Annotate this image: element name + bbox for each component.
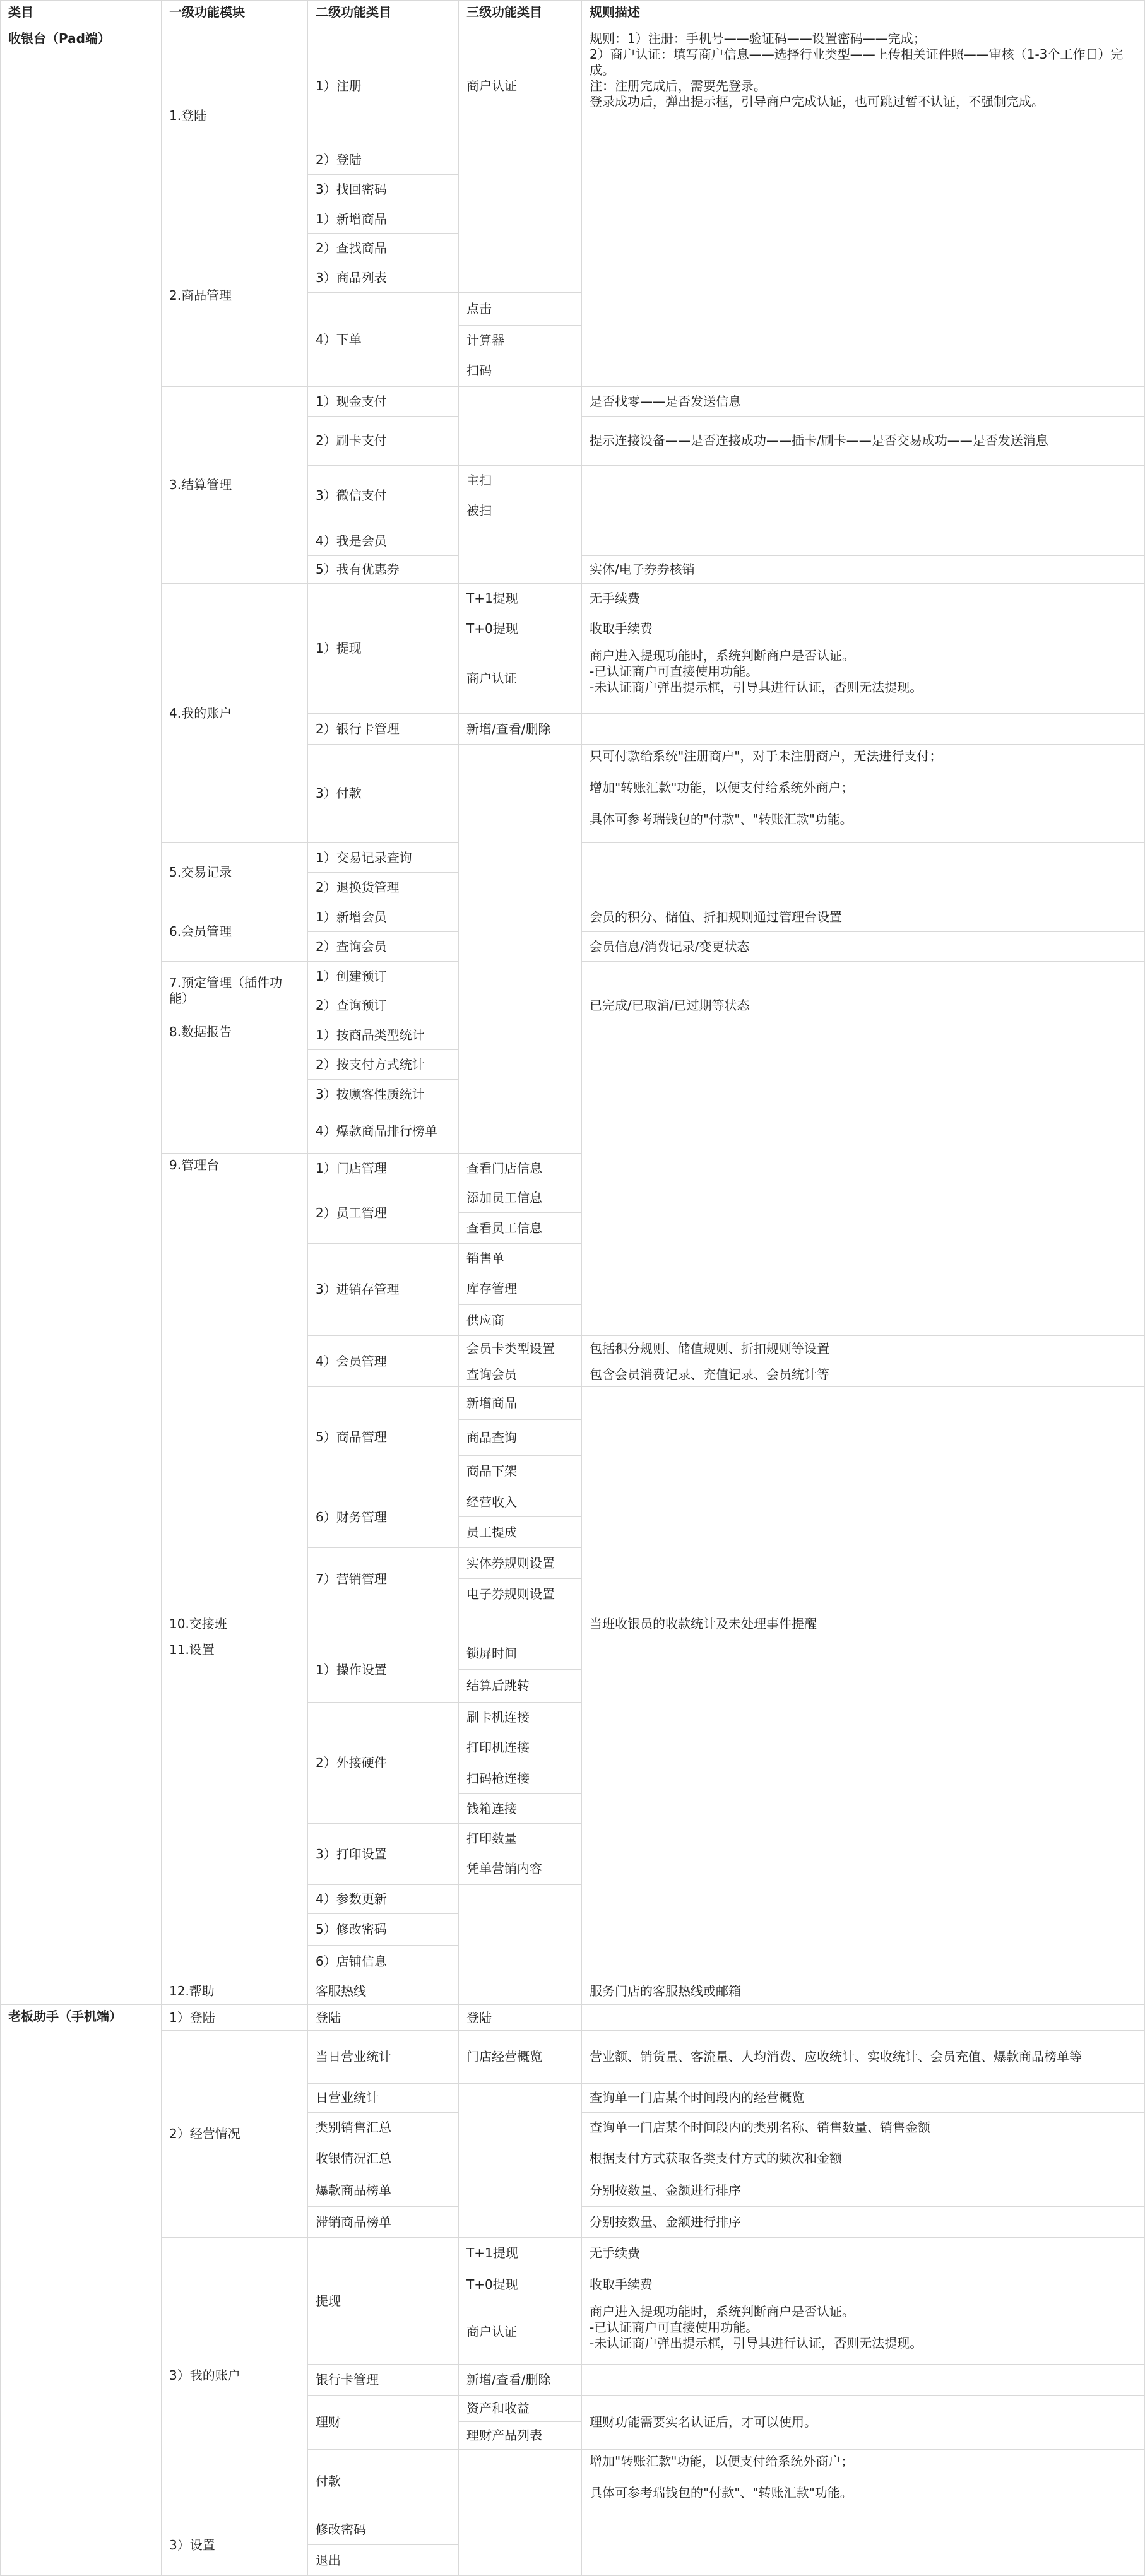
l3-t0-withdraw-2: T+0提现 [458,2269,581,2300]
sub-place-order: 4）下单 [307,292,458,386]
boss-sub-change-password: 修改密码 [307,2514,458,2544]
rule-t0: 收取手续费 [581,613,1145,644]
rule-category: 查询单一门店某个时间段内的类别名称、销售数量、销售金额 [581,2112,1145,2142]
l3-empty-a [458,145,581,292]
rule-empty-b [581,465,1145,555]
l3-empty-g [458,2083,581,2237]
header-level2: 二级功能类目 [307,0,458,27]
sub-print-settings: 3）打印设置 [307,1823,458,1884]
l3-coupon-e: 电子券规则设置 [458,1578,581,1610]
l3-new-goods: 新增商品 [458,1386,581,1419]
rule-card: 提示连接设备——是否连接成功——插卡/刷卡——是否交易成功——是否发送消息 [581,416,1145,465]
l3-merchant-auth: 商户认证 [458,27,581,145]
sub-find-goods: 2）查找商品 [307,233,458,263]
l3-card-type: 会员卡类型设置 [458,1335,581,1362]
rule-booking: 已完成/已取消/已过期等状态 [581,991,1145,1020]
l3-empty-b [458,386,581,465]
sub-coupon: 5）我有优惠券 [307,555,458,583]
boss-sub-finance: 理财 [307,2395,458,2449]
l3-merchant-auth-2: 商户认证 [458,644,581,713]
sub-register: 1）注册 [307,27,458,145]
sub-inventory-mgmt: 3）进销存管理 [307,1243,458,1335]
boss-sub-bank-card: 银行卡管理 [307,2364,458,2395]
l3-assets: 资产和收益 [458,2395,581,2421]
header-category: 类目 [0,0,161,27]
l3-goods-query: 商品查询 [458,1419,581,1455]
rule-new-member: 会员的积分、储值、折扣规则通过管理台设置 [581,902,1145,931]
module-reports: 8.数据报告 [161,1020,307,1153]
boss-sub-daily-stats: 日营业统计 [307,2083,458,2112]
rule-empty-d [581,842,1145,902]
sub-card-pay: 2）刷卡支付 [307,416,458,465]
boss-sub-category-summary: 类别销售汇总 [307,2112,458,2142]
rule-empty-j [581,2364,1145,2395]
l3-click: 点击 [458,292,581,325]
rule-empty-c [581,713,1145,744]
rule-empty-i [581,2004,1145,2030]
rule-auth: 商户进入提现功能时，系统判断商户是否认证。 -已认证商户可直接使用功能。 -未认证商户弹出提示框，引导其进行认证，否则无法提现。 [581,644,1145,713]
rule-coupon: 实体/电子券券核销 [581,555,1145,583]
rule-t1-2: 无手续费 [581,2237,1145,2269]
l3-pos: 刷卡机连接 [458,1702,581,1732]
sub-hotline: 客服热线 [307,1978,458,2004]
sub-shift-empty [307,1610,458,1638]
sub-query-booking: 2）查询预订 [307,991,458,1020]
l3-lock-time: 锁屏时间 [458,1638,581,1669]
l3-login: 登陆 [458,2004,581,2030]
l3-cashbox: 钱箱连接 [458,1793,581,1823]
boss-module-login: 1）登陆 [161,2004,307,2030]
boss-module-business: 2）经营情况 [161,2030,307,2237]
l3-scan: 扫码 [458,355,581,386]
l3-t1-withdraw-2: T+1提现 [458,2237,581,2269]
sub-marketing-mgmt: 7）营销管理 [307,1547,458,1610]
sub-cash-pay: 1）现金支付 [307,386,458,416]
boss-sub-logout: 退出 [307,2544,458,2576]
l3-empty-h [458,2449,581,2576]
sub-staff-mgmt: 2）员工管理 [307,1183,458,1243]
l3-passive-scan: 被扫 [458,495,581,526]
rule-pay: 只可付款给系统"注册商户"，对于未注册商户，无法进行支付； 增加"转账汇款"功能，以便支付给系统外商户； 具体可参考瑞钱包的"付款"、"转账汇款"功能。 [581,744,1145,842]
l3-stock: 库存管理 [458,1273,581,1304]
module-goods: 2.商品管理 [161,204,307,386]
header-rules: 规则描述 [581,0,1145,27]
sub-withdraw: 1）提现 [307,583,458,713]
l3-bank-actions-2: 新增/查看/删除 [458,2364,581,2395]
sub-create-booking: 1）创建预订 [307,961,458,991]
l3-view-staff: 查看员工信息 [458,1212,581,1243]
sub-transaction-query: 1）交易记录查询 [307,842,458,872]
rule-empty-k [581,2514,1145,2576]
module-transactions: 5.交易记录 [161,842,307,902]
l3-store-info: 查看门店信息 [458,1153,581,1183]
l3-empty-f [458,1884,581,2004]
l3-calculator: 计算器 [458,325,581,355]
rule-cash: 是否找零——是否发送信息 [581,386,1145,416]
rule-empty-g [581,1386,1145,1610]
rule-daily: 查询单一门店某个时间段内的经营概览 [581,2083,1145,2112]
module-login: 1.登陆 [161,27,307,204]
sub-stat-by-payment: 2）按支付方式统计 [307,1049,458,1079]
l3-print-qty: 打印数量 [458,1823,581,1853]
rule-register: 规则：1）注册：手机号——验证码——设置密码——完成； 2）商户认证：填写商户信息——选择行业类型——上传相关证件照——审核（1-3个工作日）完成。 注：注册完成后，需要先登录。 登录成功后，弹出提示框，引导商户完成认证，也可跳过暂不认证，不强制完成。 [581,27,1145,145]
l3-query-member: 查询会员 [458,1362,581,1386]
boss-sub-login: 登陆 [307,2004,458,2030]
boss-sub-today-stats: 当日营业统计 [307,2030,458,2083]
l3-overview: 门店经营概览 [458,2030,581,2083]
rule-pay-2: 增加"转账汇款"功能，以便支付给系统外商户； 具体可参考瑞钱包的"付款"、"转账汇款"功能。 [581,2449,1145,2514]
module-settings: 11.设置 [161,1638,307,1978]
rule-help: 服务门店的客服热线或邮箱 [581,1978,1145,2004]
header-level3: 三级功能类目 [458,0,581,27]
sub-login: 2）登陆 [307,145,458,174]
l3-add-staff: 添加员工信息 [458,1183,581,1212]
l3-goods-off: 商品下架 [458,1455,581,1487]
sub-finance-mgmt: 6）财务管理 [307,1487,458,1547]
module-console: 9.管理台 [161,1153,307,1610]
sub-wechat-pay: 3）微信支付 [307,465,458,526]
sub-goods-mgmt: 5）商品管理 [307,1386,458,1487]
sub-param-update: 4）参数更新 [307,1884,458,1913]
l3-t1-withdraw: T+1提现 [458,583,581,613]
boss-sub-hot-ranking: 爆款商品榜单 [307,2175,458,2206]
rule-overview: 营业额、销货量、客流量、人均消费、应收统计、实收统计、会员充值、爆款商品榜单等 [581,2030,1145,2083]
header-level1: 一级功能模块 [161,0,307,27]
sub-bank-card: 2）银行卡管理 [307,713,458,744]
sub-stat-by-type: 1）按商品类型统计 [307,1020,458,1049]
l3-empty-d [458,744,581,1153]
module-account: 4.我的账户 [161,583,307,842]
sub-payment: 3）付款 [307,744,458,842]
sub-hardware: 2）外接硬件 [307,1702,458,1823]
rule-finance: 理财功能需要实名认证后，才可以使用。 [581,2395,1145,2449]
rule-empty-h [581,1638,1145,1978]
sub-change-password: 5）修改密码 [307,1913,458,1945]
l3-coupon-real: 实体券规则设置 [458,1547,581,1578]
rule-cashier: 根据支付方式获取各类支付方式的频次和金额 [581,2142,1145,2175]
module-booking: 7.预定管理（插件功能） [161,961,307,1020]
l3-bank-actions: 新增/查看/删除 [458,713,581,744]
rule-empty-e [581,961,1145,991]
sub-stat-by-customer: 3）按顾客性质统计 [307,1079,458,1109]
rule-card-type: 包括积分规则、储值规则、折扣规则等设置 [581,1335,1145,1362]
sub-query-member: 2）查询会员 [307,931,458,961]
rule-shift: 当班收银员的收款统计及未处理事件提醒 [581,1610,1145,1638]
sub-store-info: 6）店铺信息 [307,1945,458,1978]
l3-supplier: 供应商 [458,1304,581,1335]
l3-merchant-auth-3: 商户认证 [458,2300,581,2364]
rule-t1: 无手续费 [581,583,1145,613]
boss-sub-cashier-summary: 收银情况汇总 [307,2142,458,2175]
module-checkout: 3.结算管理 [161,386,307,583]
category-boss: 老板助手（手机端） [0,2004,161,2576]
module-help: 12.帮助 [161,1978,307,2004]
l3-voucher: 凭单营销内容 [458,1853,581,1884]
sub-returns: 2）退换货管理 [307,872,458,902]
boss-sub-slow-ranking: 滞销商品榜单 [307,2206,458,2237]
boss-module-settings: 3）设置 [161,2514,307,2576]
sub-add-member: 1）新增会员 [307,902,458,931]
l3-empty-e [458,1610,581,1638]
rule-t0-2: 收取手续费 [581,2269,1145,2300]
l3-income: 经营收入 [458,1487,581,1516]
category-pad: 收银台（Pad端） [0,27,161,2004]
boss-module-account: 3）我的账户 [161,2237,307,2514]
rule-query-member: 会员信息/消费记录/变更状态 [581,931,1145,961]
l3-t0-withdraw: T+0提现 [458,613,581,644]
l3-products: 理财产品列表 [458,2421,581,2449]
sub-hot-ranking: 4）爆款商品排行榜单 [307,1109,458,1153]
l3-empty-c [458,526,581,583]
l3-commission: 员工提成 [458,1516,581,1547]
l3-active-scan: 主扫 [458,465,581,495]
boss-sub-withdraw: 提现 [307,2237,458,2364]
sub-goods-list: 3）商品列表 [307,263,458,292]
sub-find-password: 3）找回密码 [307,174,458,204]
rule-auth-2: 商户进入提现功能时，系统判断商户是否认证。 -已认证商户可直接使用功能。 -未认证商户弹出提示框，引导其进行认证，否则无法提现。 [581,2300,1145,2364]
l3-jump-after: 结算后跳转 [458,1669,581,1702]
boss-sub-payment: 付款 [307,2449,458,2514]
rule-empty-a [581,145,1145,386]
rule-query-member-2: 包含会员消费记录、充值记录、会员统计等 [581,1362,1145,1386]
l3-scanner: 扫码枪连接 [458,1763,581,1793]
sub-add-goods: 1）新增商品 [307,204,458,233]
sub-member: 4）我是会员 [307,526,458,555]
module-members: 6.会员管理 [161,902,307,961]
module-shift: 10.交接班 [161,1610,307,1638]
rule-slow-rank: 分别按数量、金额进行排序 [581,2206,1145,2237]
l3-printer: 打印机连接 [458,1732,581,1763]
rule-hot-rank: 分别按数量、金额进行排序 [581,2175,1145,2206]
l3-sales-order: 销售单 [458,1243,581,1273]
sub-store-mgmt: 1）门店管理 [307,1153,458,1183]
rule-empty-f [581,1020,1145,1335]
sub-member-mgmt: 4）会员管理 [307,1335,458,1386]
sub-operation-settings: 1）操作设置 [307,1638,458,1702]
